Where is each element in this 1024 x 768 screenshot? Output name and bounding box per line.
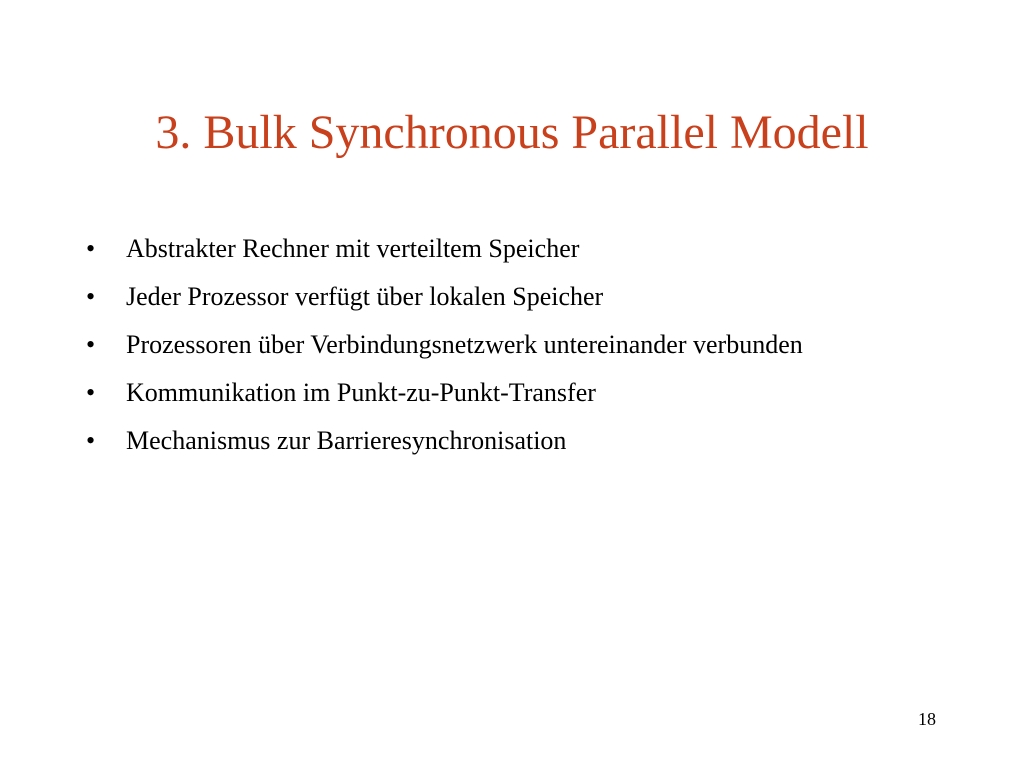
slide-title: 3. Bulk Synchronous Parallel Modell xyxy=(155,106,869,159)
bullet-text: Mechanismus zur Barrieresynchronisation xyxy=(126,426,567,455)
bullet-dot-icon: • xyxy=(86,378,96,407)
bullet-dot-icon: • xyxy=(86,234,96,263)
bullet-text: Abstrakter Rechner mit verteiltem Speicher xyxy=(126,234,580,263)
bullet-dot-icon: • xyxy=(86,426,96,455)
bullet-item xyxy=(86,328,906,362)
bullet-dot-icon: • xyxy=(86,330,96,359)
page-number: 18 xyxy=(918,709,936,729)
bullet-dot-icon: • xyxy=(86,282,96,311)
bullet-item xyxy=(86,424,906,458)
bullet-text: Jeder Prozessor verfügt über lokalen Speicher xyxy=(126,282,604,311)
bullet-text: Kommunikation im Punkt-zu-Punkt-Transfer xyxy=(126,378,596,407)
bullet-item xyxy=(86,376,906,410)
bullet-item xyxy=(86,280,906,314)
bullet-item xyxy=(86,232,906,266)
bullet-list xyxy=(86,232,906,472)
bullet-text: Prozessoren über Verbindungsnetzwerk untereinander verbunden xyxy=(126,330,803,359)
